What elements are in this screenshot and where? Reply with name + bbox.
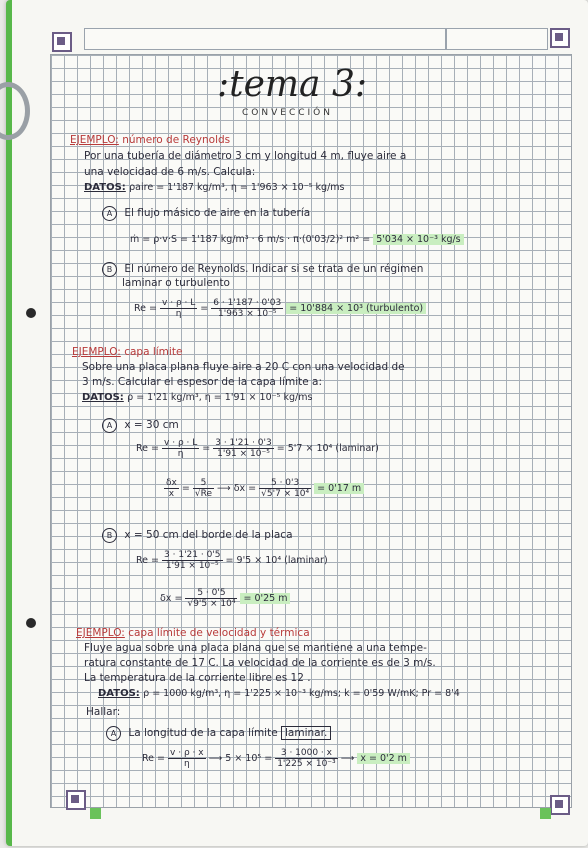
ex2-a-dx-frac bbox=[164, 478, 179, 499]
ex2-a-eq1: = bbox=[181, 483, 190, 494]
ex2-b-f1-den: 1'91 × 10⁻⁵ bbox=[165, 561, 219, 571]
ex3-a-result: x = 0'2 m bbox=[357, 753, 410, 764]
ex2-a-frac1 bbox=[162, 438, 199, 459]
ex1-datos-text: ρaire = 1'187 kg/m³, η = 1'963 × 10⁻⁵ kg/ms bbox=[129, 182, 345, 193]
ex2-a-f2-num: 3 · 1'21 · 0'3 bbox=[215, 438, 272, 448]
ex3-heading-text: capa límite de velocidad y térmica bbox=[128, 627, 310, 639]
ex1-heading-label: EJEMPLO: bbox=[70, 134, 119, 146]
punch-hole-icon bbox=[26, 618, 36, 628]
ex2-a-five-frac bbox=[193, 478, 214, 499]
ex3-a-frac2 bbox=[275, 748, 337, 769]
ex2-b-f1-num: 3 · 1'21 · 0'5 bbox=[164, 550, 221, 560]
ex2-a-f1-num: v · ρ · L bbox=[164, 438, 198, 448]
ex3-datos-label: DATOS: bbox=[98, 688, 140, 699]
ex2-part-a bbox=[102, 418, 179, 433]
ex2-a-f2-den: 1'91 × 10⁻⁵ bbox=[217, 449, 270, 459]
ex1-b-f2-den: 1'963 × 10⁻⁵ bbox=[218, 309, 277, 319]
ex1-b-formula-row bbox=[134, 298, 426, 319]
ex2-datos-label: DATOS: bbox=[82, 392, 124, 403]
ex3-a-f2-den: 1'225 × 10⁻³ bbox=[277, 759, 336, 769]
ex2-a-formula-row: Re = $\frac{v \cdot \rho \cdot L}{\eta}$ = $\frac{3 \cdot 1'21 \cdot 0'3}{\text{1'91 × 10⁻⁵}}$ = 5'7 × 10⁴ (laminar) bbox=[136, 438, 379, 459]
ex2-a-marker: A bbox=[102, 418, 117, 433]
ex2-datos bbox=[82, 391, 312, 403]
ex1-a-text: El flujo másico de aire en la tubería bbox=[124, 207, 311, 219]
ex3-hallar: Hallar: bbox=[86, 706, 121, 718]
green-square-icon bbox=[540, 808, 551, 819]
ex2-a-dx2: δx = bbox=[233, 483, 257, 494]
ex2-b-frac2 bbox=[185, 588, 237, 609]
ex2-b-marker: B bbox=[102, 528, 117, 543]
ex1-b-eq: = bbox=[200, 303, 209, 314]
ex1-b-f1-num: v · ρ · L bbox=[162, 298, 196, 308]
ex2-b-f2-den: √9'5 × 10⁴ bbox=[187, 599, 236, 609]
ex2-heading-label: EJEMPLO: bbox=[72, 346, 121, 358]
ex1-datos-label: DATOS: bbox=[84, 182, 126, 193]
ex3-heading-label: EJEMPLO: bbox=[76, 627, 125, 639]
ex3-a-marker: A bbox=[106, 726, 121, 741]
corner-mark-icon bbox=[550, 28, 570, 48]
ex2-a-text: x = 30 cm bbox=[124, 419, 179, 431]
ex2-b-result: = 9'5 × 10⁴ (laminar) bbox=[225, 555, 328, 566]
ex2-a-result: = 5'7 × 10⁴ (laminar) bbox=[276, 443, 379, 454]
ex3-a-f2-num: 3 · 1000 · x bbox=[275, 748, 337, 759]
ex2-a-five: 5 bbox=[193, 478, 214, 489]
notebook-page bbox=[6, 0, 588, 846]
ex2-part-b bbox=[102, 528, 293, 543]
ex2-a-dx-row bbox=[164, 478, 364, 499]
ex1-line2: una velocidad de 6 m/s. Calcula: bbox=[84, 166, 256, 178]
ex1-b-result: = 10'884 × 10³ (turbulento) bbox=[286, 303, 426, 314]
ex3-a-arrow2: ⟶ bbox=[340, 753, 355, 764]
ex1-a-formula: ṁ = ρ·v·S = 1'187 kg/m³ · 6 m/s · π·(0'03/2)² m² = bbox=[130, 234, 371, 245]
ex2-b-text: x = 50 cm del borde de la placa bbox=[124, 529, 293, 541]
ex2-a-frac2 bbox=[213, 438, 273, 459]
ex2-line2: 3 m/s. Calcular el espesor de la capa límite a: bbox=[82, 376, 323, 388]
ex1-b-frac2 bbox=[211, 298, 283, 319]
ex2-line1: Sobre una placa plana fluye aire a 20 C con una velocidad de bbox=[82, 361, 405, 373]
ex1-line1: Por una tubería de diámetro 3 cm y longitud 4 m, fluye aire a bbox=[84, 150, 407, 162]
ex2-a-frac3 bbox=[259, 478, 311, 499]
ex2-a-arrow: ⟶ bbox=[217, 483, 231, 494]
ex1-b-text1: El número de Reynolds. Indicar si se trata de un régimen bbox=[124, 263, 424, 275]
ex2-a-f3-den: √5'7 × 10⁴ bbox=[261, 489, 310, 499]
ex1-part-b bbox=[102, 262, 423, 277]
ex2-heading-text: capa límite bbox=[124, 346, 183, 358]
corner-mark-icon bbox=[66, 790, 86, 810]
punch-hole-icon bbox=[26, 308, 36, 318]
ex1-a-marker: A bbox=[102, 206, 117, 221]
header-box-small bbox=[446, 28, 548, 50]
ex3-a-f1-den: η bbox=[183, 759, 190, 769]
ex2-a-re: Re = bbox=[136, 443, 159, 454]
ex2-a-f3-num: 5 · 0'3 bbox=[259, 478, 311, 489]
ex1-datos bbox=[84, 181, 345, 193]
ex2-b-dx-row bbox=[160, 588, 290, 609]
ex3-line1: Fluye agua sobre una placa plana que se mantiene a una tempe- bbox=[84, 642, 427, 654]
ex1-part-a bbox=[102, 206, 310, 221]
ex1-b-text2: laminar o turbulento bbox=[122, 277, 230, 289]
ex1-b-marker: B bbox=[102, 262, 117, 277]
ex1-heading-text: número de Reynolds bbox=[122, 134, 231, 146]
ex2-a-dx-num: δx bbox=[166, 478, 177, 488]
ex2-datos-text: ρ = 1'21 kg/m³, η = 1'91 × 10⁻⁵ kg/ms bbox=[127, 392, 313, 403]
ex3-datos bbox=[98, 687, 460, 699]
ex2-b-dx-result: = 0'25 m bbox=[240, 593, 290, 604]
ex1-b-f2-num: 6 · 1'187 · 0'03 bbox=[213, 298, 282, 308]
ex2-heading bbox=[72, 346, 182, 358]
ex3-line3: La temperatura de la corriente libre es 12 . bbox=[84, 672, 311, 684]
ex2-a-sqrt-re: √Re bbox=[194, 489, 212, 499]
ex1-b-re: Re = bbox=[134, 303, 157, 314]
ex3-line2: ratura constante de 17 C. La velocidad de la corriente es de 3 m/s. bbox=[84, 657, 436, 669]
ex3-a-arrow1: ⟶ bbox=[208, 753, 223, 764]
page-title: :tema 3: bbox=[217, 64, 367, 105]
header-box bbox=[84, 28, 446, 50]
corner-mark-icon bbox=[550, 795, 570, 815]
ex2-b-formula-row bbox=[136, 550, 328, 571]
ex2-a-dx-result: = 0'17 m bbox=[314, 483, 364, 494]
ex1-b-frac1 bbox=[160, 298, 197, 319]
ex2-b-frac1 bbox=[162, 550, 222, 571]
ex2-a-dx-den: x bbox=[168, 489, 175, 499]
ex3-heading bbox=[76, 627, 310, 639]
corner-mark-icon bbox=[52, 32, 72, 52]
ex3-a-re: Re = bbox=[142, 753, 165, 764]
green-square-icon bbox=[90, 808, 101, 819]
ex1-a-result: 5'034 × 10⁻³ kg/s bbox=[373, 234, 463, 245]
ex1-heading bbox=[70, 134, 230, 146]
ex3-a-f1-num: v · ρ · x bbox=[170, 748, 204, 758]
ex1-b-f1-den: η bbox=[175, 309, 182, 319]
ex2-b-dx: δx = bbox=[160, 593, 183, 604]
ex3-a-mid: 5 × 10⁵ = bbox=[225, 753, 273, 764]
ex3-a-text: La longitud de la capa límite bbox=[128, 727, 278, 739]
ex2-b-re: Re = bbox=[136, 555, 159, 566]
page-subtitle: CONVECCIÓN bbox=[242, 108, 333, 118]
ex3-part-a bbox=[106, 726, 331, 741]
ex2-b-f2-num: 5 · 0'5 bbox=[185, 588, 237, 599]
ex3-a-boxed: laminar. bbox=[281, 726, 331, 740]
ex3-datos-text: ρ = 1000 kg/m³, η = 1'225 × 10⁻³ kg/ms; k = 0'59 W/mK; Pr = 8'4 bbox=[143, 688, 460, 699]
ex3-a-frac1 bbox=[168, 748, 206, 769]
ex3-a-formula-row bbox=[142, 748, 410, 769]
ex2-a-f1-den: η bbox=[177, 449, 184, 459]
ex1-a-formula-row bbox=[130, 234, 464, 245]
